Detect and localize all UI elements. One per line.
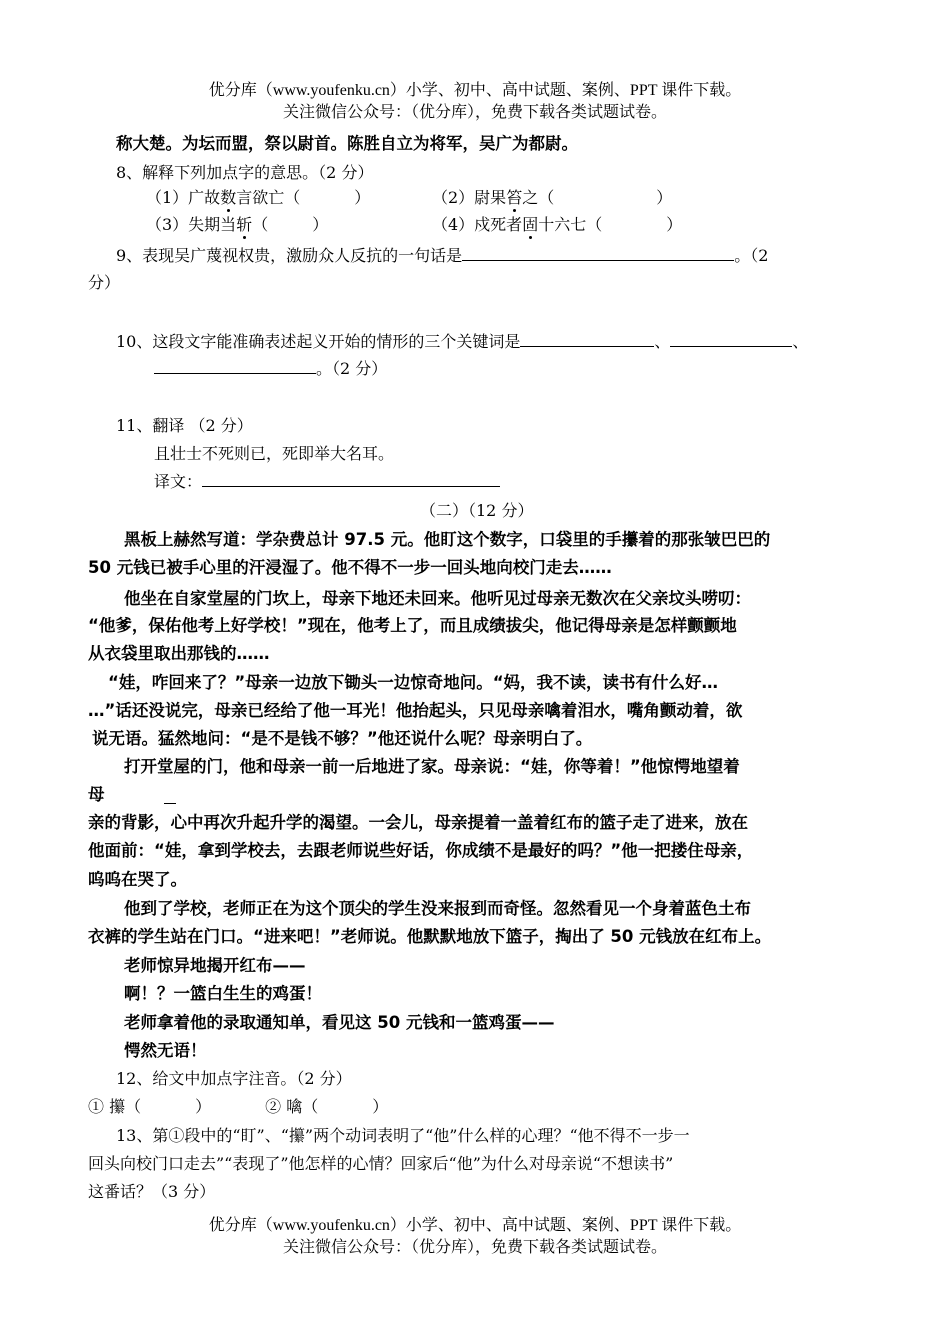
- emphasis-dot-char: 斩: [236, 215, 253, 234]
- passage-paragraph-2: 他坐在自家堂屋的门坎上，母亲下地还未回来。他听见过母亲无数次在父亲坟头唠叨：: [124, 589, 751, 608]
- passage-paragraph-2: 从衣袋里取出那钱的……: [88, 644, 270, 663]
- answer-blank[interactable]: [520, 332, 654, 347]
- q11-title: 11、翻译 （2 分）: [116, 416, 253, 435]
- q8-title: 8、解释下列加点字的意思。（2 分）: [116, 163, 374, 182]
- q12-title: 12、给文中加点字注音。（2 分）: [116, 1069, 352, 1088]
- passage-paragraph-5: 衣裤的学生站在门口。“进来吧！”老师说。他默默地放下篮子，掏出了 50 元钱放在红布上。: [88, 927, 772, 946]
- passage-paragraph-7: 啊！？一篮白生生的鸡蛋！: [124, 984, 322, 1003]
- q8-item-1: （1）广故数言欲亡（ ）: [146, 188, 371, 207]
- passage-paragraph-4: 母: [88, 785, 105, 804]
- page-footer-line-1: 优分库（www.youfenku.cn）小学、初中、高中试题、案例、PPT 课件下载。: [208, 1217, 742, 1234]
- q9-line-2: 分）: [88, 273, 121, 292]
- q11-translation: 译文：: [154, 469, 500, 492]
- q9-line-1: 9、表现吴广蔑视权贵，激励众人反抗的一句话是 。（2: [116, 246, 769, 265]
- q8-item-3: （3）失期当斩（ ）: [146, 215, 329, 234]
- answer-blank[interactable]: [154, 359, 316, 374]
- passage-paragraph-4: 呜呜在哭了。: [88, 870, 187, 889]
- passage-paragraph-6: 老师惊异地揭开红布——: [124, 956, 306, 975]
- emphasis-dot-char: 固: [522, 215, 539, 234]
- section-2-heading: （二）（12 分）: [420, 501, 534, 520]
- page-header-line-1: 优分库（www.youfenku.cn）小学、初中、高中试题、案例、PPT 课件下载。: [208, 82, 742, 99]
- passage-paragraph-9: 愕然无语！: [124, 1041, 207, 1060]
- q13-line-3: 这番话？（3 分）: [88, 1182, 216, 1201]
- passage-paragraph-2: “他爹，保佑他考上好学校！”现在，他考上了，而且成绩拔尖，他记得母亲是怎样颤颤地: [88, 616, 737, 635]
- answer-blank[interactable]: [202, 472, 500, 487]
- answer-blank[interactable]: [670, 332, 792, 347]
- passage-paragraph-3: …”话还没说完，母亲已经给了他一耳光！他抬起头，只见母亲噙着泪水，嘴角颤动着，欲: [88, 701, 743, 720]
- answer-blank[interactable]: [462, 246, 734, 261]
- passage-paragraph-1: 50 元钱已被手心里的汗浸湿了。他不得不一步一回头地向校门走去……: [88, 558, 612, 577]
- emphasis-dot-char: 笞: [506, 188, 523, 207]
- q13-line-1: 13、第①段中的“盯”、“攥”两个动词表明了“他”什么样的心理？“他不得不一步一: [116, 1126, 690, 1145]
- classical-text-ending: 称大楚。为坛而盟，祭以尉首。陈胜自立为将军，吴广为都尉。: [116, 134, 578, 153]
- q8-item-2: （2）尉果笞之（ ）: [432, 188, 673, 207]
- emphasis-dot-char: 数: [220, 188, 237, 207]
- q10-line-1: 10、这段文字能准确表述起义开始的情形的三个关键词是 、 、: [116, 332, 809, 351]
- passage-paragraph-4: 打开堂屋的门，他和母亲一前一后地进了家。母亲说：“娃，你等着！”他惊愕地望着: [124, 757, 740, 776]
- passage-paragraph-1: 黑板上赫然写道：学杂费总计 97.5 元。他盯这个数字，口袋里的手攥着的那张皱巴巴的: [124, 530, 771, 549]
- q10-line-2: 。（2 分）: [154, 356, 387, 379]
- q8-item-4: （4）戍死者固十六七（ ）: [432, 215, 683, 234]
- passage-paragraph-3: “娃，咋回来了？”母亲一边放下锄头一边惊奇地问。“妈，我不读，读书有什么好…: [108, 673, 719, 692]
- q13-line-2: 回头向校门口走去”“表现了”他怎样的心情？回家后“他”为什么对母亲说“不想读书”: [88, 1154, 674, 1173]
- passage-paragraph-4: 他面前：“娃，拿到学校去，去跟老师说些好话，你成绩不是最好的吗？”他一把搂住母亲，: [88, 841, 754, 860]
- passage-paragraph-3: 说无语。猛然地问：“是不是钱不够？”他还说什么呢？母亲明白了。: [92, 729, 593, 748]
- q12-items: ① 攥（ ） ② 噙（ ）: [88, 1097, 389, 1116]
- stray-underline-mark: [164, 803, 176, 804]
- passage-paragraph-5: 他到了学校，老师正在为这个顶尖的学生没来报到而奇怪。忽然看见一个身着蓝色土布: [124, 899, 751, 918]
- passage-paragraph-8: 老师拿着他的录取通知单，看见这 50 元钱和一篮鸡蛋——: [124, 1013, 555, 1032]
- page-header-line-2: 关注微信公众号：（优分库），免费下载各类试题试卷。: [282, 104, 667, 121]
- q11-sentence: 且壮士不死则已，死即举大名耳。: [154, 444, 395, 463]
- page-footer-line-2: 关注微信公众号：（优分库），免费下载各类试题试卷。: [282, 1239, 667, 1256]
- passage-paragraph-4: 亲的背影，心中再次升起升学的渴望。一会儿，母亲提着一盖着红布的篮子走了进来，放在: [88, 813, 748, 832]
